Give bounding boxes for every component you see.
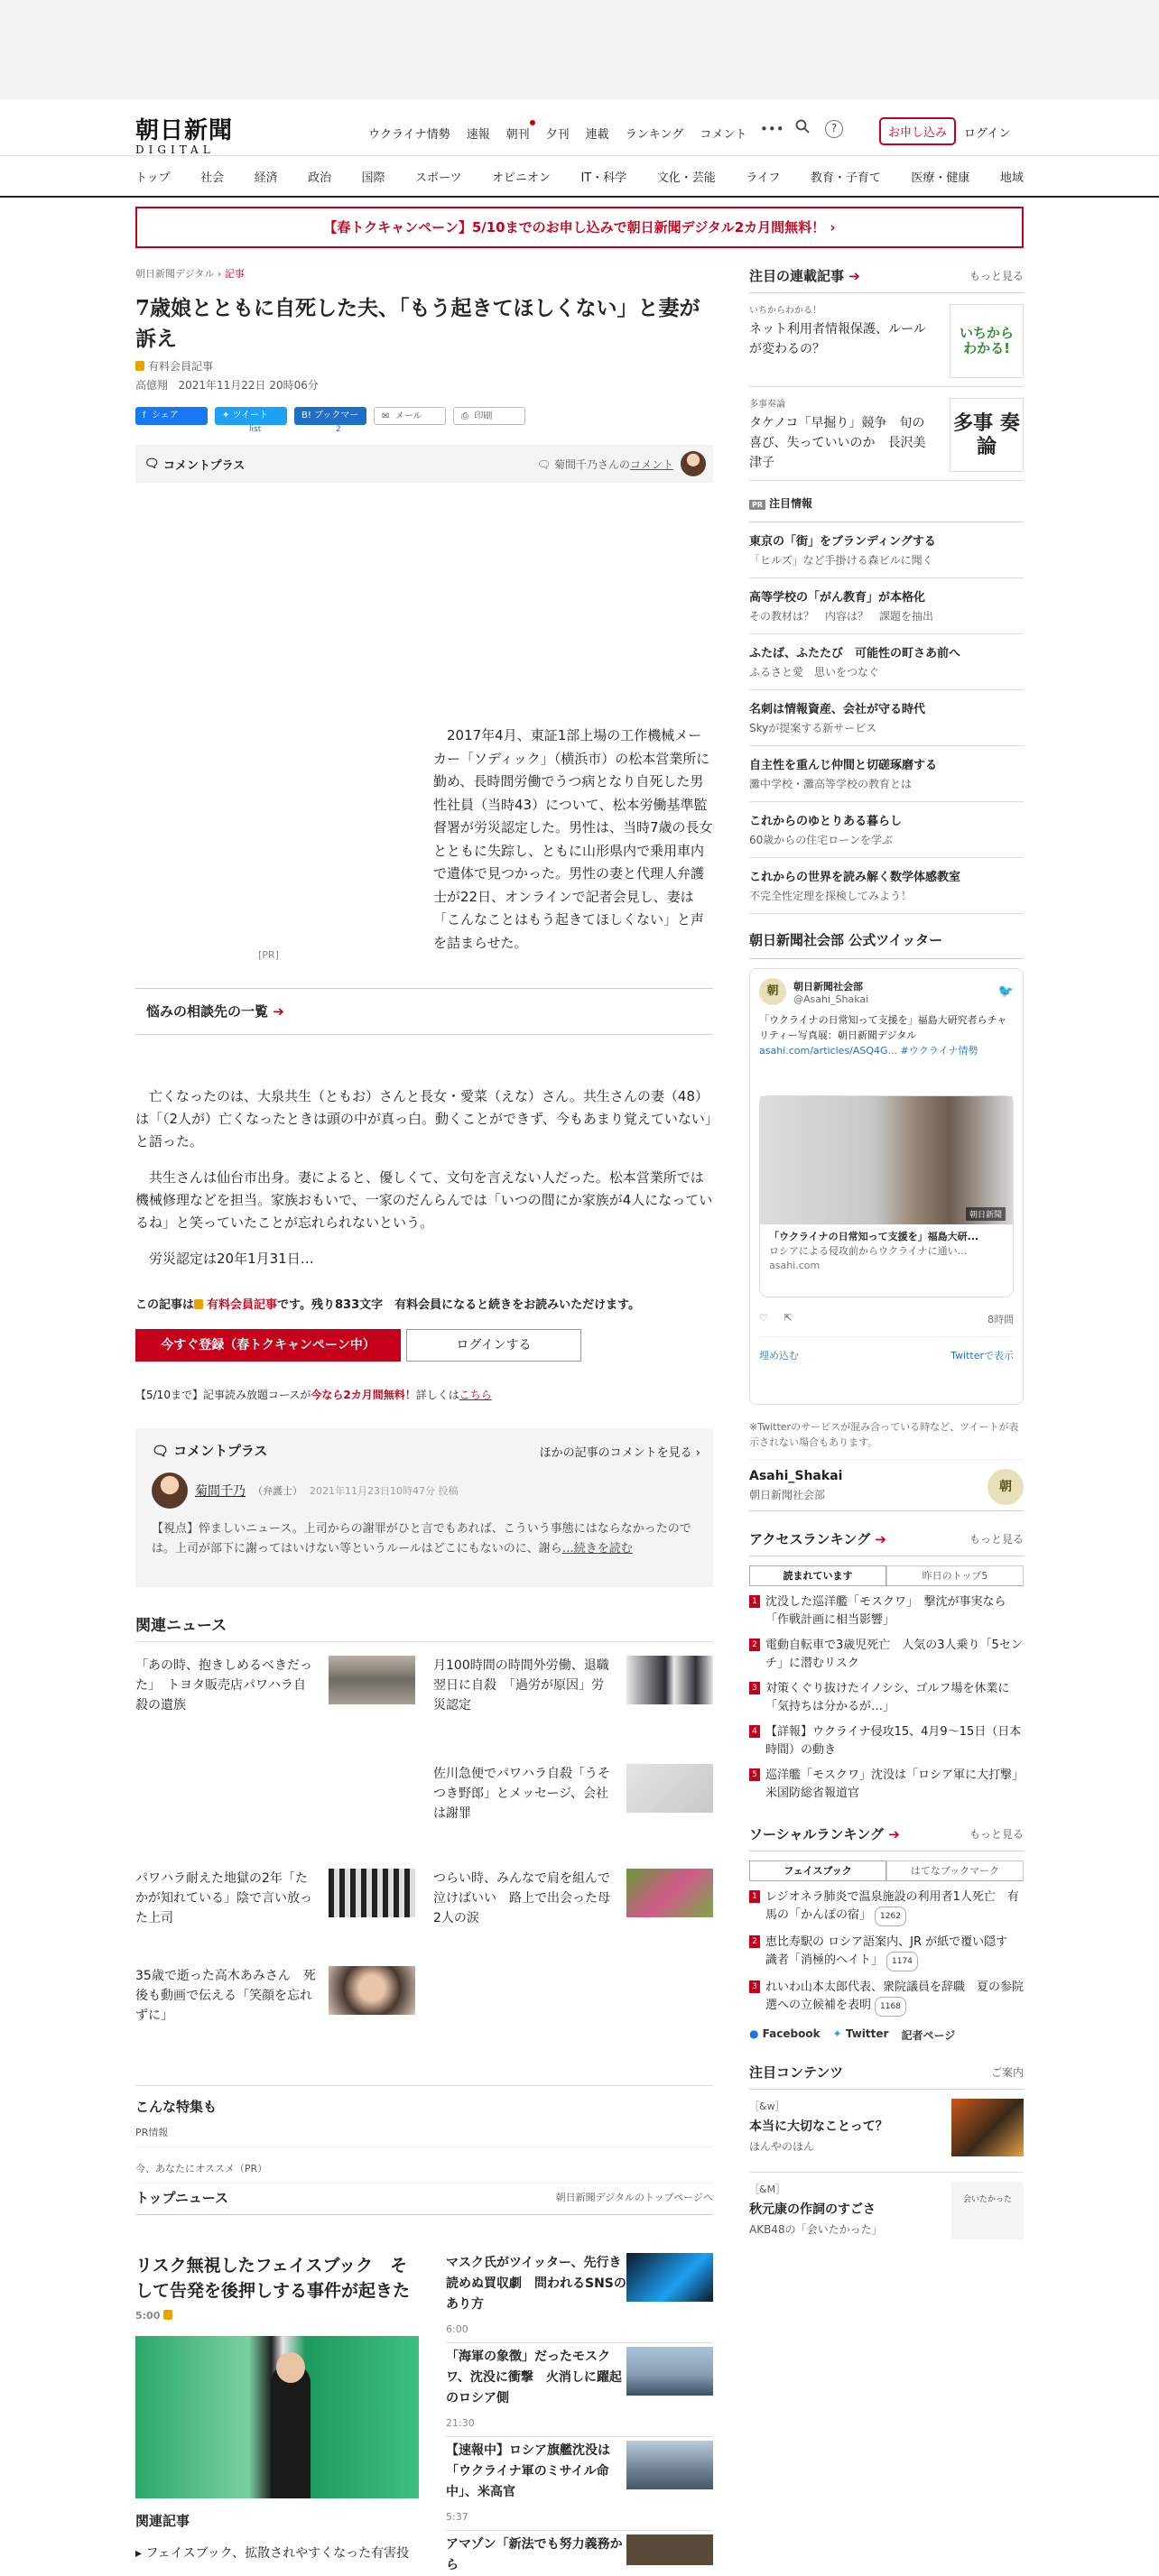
attention-headline: 自主性を重んじ仲間と切磋琢磨する xyxy=(749,759,938,772)
serial-label: いちからわかる！ xyxy=(749,306,821,316)
breadcrumb-sep: › xyxy=(217,268,222,280)
cat-health[interactable]: 医療・健康 xyxy=(911,171,970,185)
top-news-main-title: リスク無視したフェイスブック そして告発を後押しする事件が起きた xyxy=(135,2256,411,2301)
logo-subtext: DIGITAL xyxy=(135,143,215,156)
attention-item[interactable] xyxy=(749,690,1024,746)
attention-sub: 灘中学校・灘高等学校の教育とは xyxy=(749,778,913,790)
commenter-name[interactable]: 菊間千乃 xyxy=(195,1484,246,1499)
contents-more[interactable]: ご案内 xyxy=(990,2066,1024,2079)
access-ranking-more[interactable]: もっと見る xyxy=(969,1533,1024,1546)
access-ranking-tabs xyxy=(749,1565,1024,1586)
promo-b: 詳しくは xyxy=(415,1389,459,1401)
attention-headline: これからのゆとりある暮らし xyxy=(749,815,903,828)
register-button[interactable]: 今すぐ登録（春トクキャンペーン中） xyxy=(135,1329,401,1362)
attention-sub: その教材は？ 内容は？ 課題を抽出 xyxy=(749,610,934,623)
top-news-item[interactable] xyxy=(446,2347,713,2437)
rank-number: 1 xyxy=(749,1890,760,1903)
nav-breaking[interactable]: 速報 xyxy=(466,128,490,142)
content-sub: AKB48の「会いたかった」 xyxy=(749,2223,883,2236)
share-count: 1262 xyxy=(875,1907,906,1926)
contents-header xyxy=(749,2063,1024,2090)
attention-headline: 高等学校の「がん教育」が本格化 xyxy=(749,591,926,605)
serial-title-label: 注目の連載記事 xyxy=(749,268,845,284)
top-news-item-title: アマゾン「新法でも努力義務から xyxy=(446,2537,623,2572)
social-links xyxy=(749,2027,1024,2043)
comment-body: 【視点】悴ましいニュース。上司からの謝罪がひと言でもあれば、こういう事態にはならなかったのでは。上司が部下に謝ってはいけない等というルールはどこにもないのに、謝ら xyxy=(152,1522,691,1556)
promo-line xyxy=(135,1387,492,1402)
breadcrumb-home[interactable]: 朝日新聞デジタル xyxy=(135,268,215,280)
related-news-text: 「あの時、抱きしめるべきだった」 トヨタ販売店パワハラ自殺の遺族 xyxy=(135,1658,312,1713)
tweet-body: 「ウクライナの日常知って支援を」福島大研究者らチャリティー写真展：朝日新聞デジタル xyxy=(759,1014,1007,1041)
tweet-button[interactable]: ✦ ツイート xyxy=(215,407,287,425)
speaker-face xyxy=(276,2352,305,2383)
time-label: 5:00 xyxy=(135,2310,161,2322)
top-news-item-time: 6:00 xyxy=(446,2323,468,2335)
paywall-notice-b: です。残り833文字 有料会員になると続きをお読みいただけます。 xyxy=(277,1298,641,1312)
other-comments-link[interactable]: ほかの記事のコメントを見る › xyxy=(539,1446,700,1460)
attention-sub: 「ヒルズ」など手掛ける森ビルに聞く xyxy=(749,554,933,567)
facebook-share-label: シェア xyxy=(151,411,179,420)
cat-top[interactable]: トップ xyxy=(135,171,171,185)
view-on-twitter-link[interactable]: Twitterで表示 xyxy=(950,1350,1014,1362)
tweet-card-caption xyxy=(760,1224,1013,1279)
ranking-text: レジオネラ肺炎で温泉施設の利用者1人死亡 有馬の「かんぽの宿」 xyxy=(765,1890,1019,1922)
comment-box-title: 🗨 コメントプラス xyxy=(152,1443,268,1459)
attention-item[interactable] xyxy=(749,746,1024,802)
cat-opinion[interactable]: オピニオン xyxy=(491,171,551,185)
related-news-item[interactable] xyxy=(135,1966,415,2023)
social-ranking-item[interactable] xyxy=(749,1979,1024,2017)
related-news-text: 佐川急便でパワハラ自殺「うそつき野郎」とメッセージ、会社は謝罪 xyxy=(433,1767,610,1821)
card-desc: ロシアによる侵攻前からウクライナに通い... xyxy=(769,1245,968,1257)
login-link[interactable]: ログイン xyxy=(964,127,1011,141)
ranking-text: 電動自転車で3歳児死亡 人気の3人乗り「5センチ」に潜むリスク xyxy=(765,1639,1023,1670)
attention-title: 注目情報 xyxy=(769,497,813,510)
like-icon[interactable]: ♡ xyxy=(759,1312,768,1324)
speaker-figure xyxy=(271,2363,311,2498)
article-paragraph: 亡くなったのは、大泉共生（ともお）さんと長女・愛菜（えな）さん。共生さんの妻（48）は「（2人が）亡くなったときは頭の中が真っ白。動くことができず、今もあまり覚えていない」と語った。 xyxy=(135,1088,712,1150)
facebook-icon: ● xyxy=(749,2027,759,2040)
social-ranking-tabs xyxy=(749,1860,1024,1881)
promo-free: 今なら2カ月間無料！ xyxy=(311,1389,416,1401)
tab-yesterday-top5[interactable]: 昨日のトップ5 xyxy=(886,1565,1024,1585)
ranking-item[interactable] xyxy=(749,1593,1024,1630)
cat-sports[interactable]: スポーツ xyxy=(415,171,462,185)
comment-plus-label: コメントプラス xyxy=(163,458,246,473)
related-articles-title: 関連記事 xyxy=(135,2513,190,2529)
serial-more-link[interactable]: もっと見る xyxy=(969,270,1024,282)
related-article-text: フェイスブック、拡散されやすくなった有害投 xyxy=(145,2546,410,2561)
ranking-item[interactable] xyxy=(749,1637,1024,1673)
attention-sub: 不完全性定理を探検してみよう！ xyxy=(749,890,913,902)
rank-number: 3 xyxy=(749,1682,760,1694)
worry-consult-label: 悩みの相談先の一覧 xyxy=(146,1003,269,1020)
content-title: 秋元康の作詞のすごさ xyxy=(749,2202,876,2217)
ranking-text: れいわ山本太郎代表、衆院議員を辞職 夏の参院選への立候補を表明 xyxy=(765,1980,1025,2012)
comment-plus-box xyxy=(135,1428,713,1587)
related-news-text: パワハラ耐えた地獄の2年「たかが知れている」陰で言い放った上司 xyxy=(135,1871,312,1925)
writers-page-link[interactable]: 記者ページ xyxy=(901,2029,956,2042)
twitter-label: Twitter xyxy=(845,2027,889,2040)
bookmark-label: ブックマーク xyxy=(301,411,359,439)
site-header xyxy=(135,99,1024,155)
top-ad-space xyxy=(0,0,1159,99)
byline xyxy=(135,377,713,392)
serial-title[interactable] xyxy=(749,266,860,285)
tweet-time[interactable]: 8時間 xyxy=(987,1314,1014,1325)
related-news-thumb xyxy=(626,1764,713,1813)
share-icon[interactable]: ⇱ xyxy=(783,1312,793,1324)
ranking-text: 沈没した巡洋艦「モスクワ」 撃沈が事実なら「作戦計画に相当影響」 xyxy=(765,1595,1006,1627)
paid-badge xyxy=(135,358,713,374)
comment-author xyxy=(152,1473,697,1509)
top-news-item-time: 21:30 xyxy=(446,2417,475,2429)
features-title: こんな特集も xyxy=(135,2085,713,2116)
pr-label: [PR] xyxy=(258,949,279,961)
comment-icon: 🗨 xyxy=(144,457,164,471)
nav-ranking[interactable]: ランキング xyxy=(625,128,684,142)
comment-box-title-label: コメントプラス xyxy=(173,1443,268,1459)
breadcrumb xyxy=(135,266,713,281)
article-title: 7歳娘とともに自死した夫、「もう起きてほしくない」と妻が訴え xyxy=(135,296,700,351)
related-news-item[interactable] xyxy=(433,1656,713,1713)
ranking-text: 【詳報】ウクライナ侵攻15、4月9～15日（日本時間）の動き xyxy=(765,1725,1022,1757)
rank-number: 2 xyxy=(749,1935,760,1948)
cat-politics[interactable]: 政治 xyxy=(308,171,332,185)
tweet-avatar[interactable]: 朝 xyxy=(759,978,786,1005)
rank-number: 2 xyxy=(749,1639,760,1651)
tweet-user xyxy=(759,978,1014,1005)
related-news-text: 35歳で逝った高木あみさん 死後も動画で伝える「笑顔を忘れずに」 xyxy=(135,1969,316,2023)
attention-item[interactable] xyxy=(749,802,1024,858)
article-paragraph: 労災認定は20年1月31日… xyxy=(149,1251,314,1267)
related-article-item[interactable]: ▸ フェイスブック、拡散されやすくなった有害投 xyxy=(135,2546,410,2561)
pr-tag: PR xyxy=(749,500,765,510)
top-news-thumb xyxy=(626,2534,713,2565)
related-news-item[interactable] xyxy=(135,1869,415,1923)
header-icons xyxy=(760,119,843,139)
serial-item[interactable] xyxy=(749,387,1024,481)
more-icon[interactable]: ••• xyxy=(760,121,784,137)
author: 高億翔 xyxy=(135,379,169,392)
twitter-note: ※Twitterのサービスが混み合っている時など、ツイートが表示されない場合もあります。 xyxy=(749,1421,1019,1448)
tweet-label: ツイート xyxy=(232,411,269,420)
top-news-item-title: 【速報中】ロシア旗艦沈没は「ウクライナ軍のミサイル命中」、米高官 xyxy=(446,2443,610,2499)
attention-headline: 名刺は情報資産、会社が守る時代 xyxy=(749,703,926,716)
related-news-item[interactable] xyxy=(433,1764,713,1821)
search-icon[interactable] xyxy=(793,119,812,139)
tab-hatena[interactable]: はてなブックマーク xyxy=(886,1860,1024,1880)
category-nav xyxy=(135,156,1024,196)
help-icon[interactable]: ? xyxy=(825,120,843,138)
share-count: 1168 xyxy=(875,1997,906,2017)
ranking-item[interactable] xyxy=(749,1680,1024,1716)
account-desc: 朝日新聞社会部 xyxy=(749,1489,826,1501)
cat-life[interactable]: ライフ xyxy=(746,171,781,185)
lock-icon xyxy=(135,361,144,371)
top-news-main-image[interactable] xyxy=(135,2336,419,2498)
rank-number: 1 xyxy=(749,1595,760,1608)
comment-by-name: 菊間千乃さんの xyxy=(553,457,630,471)
content-item[interactable] xyxy=(749,2090,1024,2173)
logo-text: 朝日新聞 xyxy=(135,117,234,144)
serial-text: ネット利用者情報保護、ルールが変わるの？ xyxy=(749,322,926,356)
top-news-item-title: マスク氏がツイッター、先行き読めぬ買収劇 問われるSNSのあり方 xyxy=(446,2256,626,2312)
image-tag: 朝日新聞 xyxy=(966,1207,1006,1221)
print-button[interactable]: ⎙ 印刷 xyxy=(453,407,525,425)
comment-posted-time: 2021年11月23日10時47分 投稿 xyxy=(310,1485,459,1497)
cat-region[interactable]: 地域 xyxy=(999,171,1024,185)
social-ranking-title[interactable] xyxy=(749,1824,900,1843)
content-sub: ほんやのほん xyxy=(749,2140,815,2153)
ranking-text: 対策くぐり抜けたイノシシ、ゴルフ場を休業に「気持ちは分かるが…」 xyxy=(765,1682,1010,1713)
related-news-title: 関連ニュース xyxy=(135,1617,227,1635)
attention-sub: Skyが提案する新サービス xyxy=(749,722,877,734)
rank-number: 4 xyxy=(749,1725,760,1738)
comment-by[interactable]: 🗨 菊間千乃さんのコメント xyxy=(536,457,673,471)
ranking-item[interactable] xyxy=(749,1767,1030,1803)
cat-culture[interactable]: 文化・芸能 xyxy=(656,171,716,185)
pr-info[interactable]: PR情報 xyxy=(135,2125,713,2147)
social-ranking-more[interactable]: もっと見る xyxy=(969,1828,1024,1841)
bookmark-count[interactable]: 2 xyxy=(336,425,341,434)
publish-date: 2021年11月22日 20時06分 xyxy=(178,379,319,392)
paywall-notice-paid: 有料会員記事 xyxy=(207,1298,278,1312)
twitter-icon: ✦ xyxy=(832,2027,842,2040)
social-ranking-header xyxy=(749,1824,1024,1851)
mail-share-button[interactable]: ✉ メール xyxy=(374,407,446,425)
tweet-card-image xyxy=(760,1096,1013,1224)
lock-icon xyxy=(163,2310,172,2320)
twitter-link[interactable] xyxy=(833,2027,889,2043)
content-kind: ［&w］ xyxy=(749,2101,785,2112)
attention-headline: ふたば、ふたたび 可能性の町さあ前へ xyxy=(749,647,961,660)
site-logo[interactable] xyxy=(135,112,233,156)
ranking-item[interactable] xyxy=(749,1723,1024,1759)
tweet-count[interactable]: list xyxy=(249,425,262,434)
social-ranking-item[interactable] xyxy=(749,1888,1024,1926)
attention-item[interactable] xyxy=(749,634,1024,690)
cat-education[interactable]: 教育・子育て xyxy=(810,171,881,185)
top-news-item[interactable] xyxy=(446,2441,713,2531)
related-news-item[interactable] xyxy=(433,1869,713,1923)
content-title: 本当に大切なことって？ xyxy=(749,2119,888,2134)
facebook-label: Facebook xyxy=(762,2027,821,2040)
attention-item[interactable] xyxy=(749,522,1024,578)
tweet-handle[interactable]: @Asahi_Shakai xyxy=(793,993,869,1005)
article-paragraph: 共生さんは仙台市出身。妻によると、優しくて、文句を言えない人だった。松本営業所では機械修理などを担当。家族おもいで、一家のだんらんでは「いつの間にか家族が4人になっているね」と笑っていたことが忘れられないという。 xyxy=(135,1169,713,1231)
serial-thumb: いちから わかる! xyxy=(950,304,1024,378)
related-news-thumb xyxy=(329,1869,415,1917)
nav-morning[interactable] xyxy=(506,125,530,142)
attention-headline: これからの世界を読み解く数学体感教室 xyxy=(749,871,961,884)
arrow-right-icon: ➔ xyxy=(875,1531,886,1547)
serial-label: 多事奏論 xyxy=(749,400,785,410)
facebook-link[interactable] xyxy=(749,2027,821,2043)
top-news-thumb xyxy=(626,2253,713,2302)
tweet-user-name[interactable]: 朝日新聞社会部 xyxy=(793,980,863,993)
top-news-item-time: 5:37 xyxy=(446,2511,468,2523)
account-name: Asahi_Shakai xyxy=(749,1469,843,1483)
serial-text: タケノコ「早掘り」競争 旬の喜び、失っていいのか 長沢美津子 xyxy=(749,416,926,470)
lock-icon xyxy=(194,1299,203,1309)
attention-headline: 東京の「街」をブランディングする xyxy=(749,535,936,549)
related-news-text: 月100時間の時間外労働、退職翌日に自殺 「過労が原因」労災認定 xyxy=(433,1658,609,1713)
top-news-main-time xyxy=(135,2304,415,2329)
card-title: 「ウクライナの日常知って支援を」福島大研... xyxy=(769,1231,979,1242)
content-thumb xyxy=(951,2099,1024,2156)
share-counts xyxy=(135,425,713,436)
paywall-notice xyxy=(135,1295,640,1312)
access-ranking-title-label: アクセスランキング xyxy=(749,1531,871,1547)
login-button[interactable]: ログインする xyxy=(406,1329,581,1362)
attention-item[interactable] xyxy=(749,578,1024,634)
commenter-role: （弁護士） xyxy=(253,1485,302,1497)
ranking-text: 恵比寿駅の ロシア語案内、JR が紙で覆い隠す 識者「消極的ヘイト」 xyxy=(765,1935,1020,1967)
contents-title: 注目コンテンツ xyxy=(749,2064,844,2081)
nav-morning-label: 朝刊 xyxy=(505,128,530,142)
header-nav xyxy=(368,125,746,142)
recommend-pr[interactable]: 今、あなたにオススメ（PR） xyxy=(135,2161,713,2184)
worry-consult-link[interactable] xyxy=(135,988,713,1035)
top-news-item-title: 「海軍の象徴」だったモスクワ、沈没に衝撃 火消しに躍起のロシア側 xyxy=(446,2350,622,2405)
top-page-link[interactable]: 朝日新聞デジタルのトップページへ xyxy=(555,2192,713,2203)
access-ranking-title[interactable] xyxy=(749,1529,886,1548)
nav-comment[interactable]: コメント xyxy=(700,128,747,142)
sidebar xyxy=(749,266,1030,2256)
subscribe-button[interactable]: お申し込み xyxy=(879,117,956,145)
mail-label: メール xyxy=(394,411,422,421)
facebook-share-button[interactable]: f シェア xyxy=(135,407,208,425)
divider xyxy=(135,1641,713,1642)
nav-ukraine[interactable]: ウクライナ情勢 xyxy=(368,128,450,142)
rank-number: 3 xyxy=(749,1980,760,1993)
tweet-text xyxy=(759,1012,1014,1058)
cat-society[interactable]: 社会 xyxy=(200,171,225,185)
top-news-item[interactable] xyxy=(446,2253,713,2343)
embed-link[interactable]: 埋め込む xyxy=(759,1350,799,1362)
cat-economy[interactable]: 経済 xyxy=(254,171,278,185)
content-kind: ［&M］ xyxy=(749,2184,786,2195)
commenter-avatar[interactable] xyxy=(152,1473,188,1509)
read-more-link[interactable]: …続きを読む xyxy=(561,1542,633,1556)
print-label: 印刷 xyxy=(474,411,493,421)
related-news-thumb xyxy=(626,1656,713,1704)
promo-link[interactable]: こちら xyxy=(459,1389,492,1401)
access-ranking-header xyxy=(749,1529,1024,1556)
related-news-item[interactable] xyxy=(135,1656,415,1713)
related-news-thumb xyxy=(329,1966,415,2015)
cat-international[interactable]: 国際 xyxy=(361,171,385,185)
promo-a: 【5/10まで】記事読み放題コースが xyxy=(135,1389,311,1401)
share-count: 1174 xyxy=(886,1952,918,1971)
twitter-bird-icon: 🐦 xyxy=(997,984,1014,999)
twitter-account[interactable] xyxy=(749,1459,1024,1511)
related-news-text: つらい時、みんなで肩を組んで泣けばいい 路上で出会った母2人の涙 xyxy=(433,1871,610,1925)
serial-thumb: 多事 奏論 xyxy=(950,398,1024,472)
comment-plus-bar xyxy=(135,445,713,483)
breadcrumb-current: 記事 xyxy=(224,268,245,280)
tweet-actions xyxy=(759,1312,1014,1337)
comment-link[interactable]: コメント xyxy=(629,457,673,471)
top-news-item[interactable] xyxy=(446,2534,713,2572)
attention-sub: 60歳からの住宅ローンを学ぶ xyxy=(749,834,894,846)
social-ranking-item[interactable] xyxy=(749,1934,1024,1971)
main-column xyxy=(135,266,713,483)
top-news-thumb xyxy=(626,2441,713,2489)
comment-text xyxy=(152,1519,697,1559)
tab-facebook[interactable]: フェイスブック xyxy=(749,1860,886,1880)
article-lead: 2017年4月、東証1部上場の工作機械メーカー「ソディック」（横浜市）の松本営業所に勤め、長時間労働でうつ病となり自死した男性社員（当時43）について、松本労働基準監督署が労災認定した。男性は、当時7歳の長女とともに失踪し、ともに山形県内で乗用車内で遺体で見つかった。男性の妻と代理人弁護士が22日、オンラインで記者会見し、妻は「こんなことはもう起きてほしくない」と声を詰まらせた。 xyxy=(433,727,713,951)
tweet-link[interactable]: asahi.com/articles/ASQ4G... #ウクライナ情勢 xyxy=(759,1045,978,1057)
embedded-tweet[interactable] xyxy=(749,968,1024,1405)
content-item[interactable] xyxy=(749,2173,1024,2256)
cat-it-science[interactable]: IT・科学 xyxy=(580,171,627,185)
tweet-link-card[interactable] xyxy=(759,1095,1014,1297)
arrow-right-icon: ➔ xyxy=(848,268,860,284)
account-avatar: 朝 xyxy=(987,1469,1024,1505)
nav-evening[interactable]: 夕刊 xyxy=(545,128,570,142)
top-news-header xyxy=(135,2188,713,2215)
paywall-notice-a: この記事は xyxy=(135,1298,195,1312)
top-news-main[interactable] xyxy=(135,2253,415,2329)
new-dot xyxy=(530,120,535,125)
attention-sub: ふるさと愛 思いをつなぐ xyxy=(749,666,880,679)
tweet-footer xyxy=(759,1348,1014,1362)
nav-serial[interactable]: 連載 xyxy=(585,128,609,142)
top-news-title: トップニュース xyxy=(135,2190,229,2206)
attention-item[interactable] xyxy=(749,858,1024,914)
category-nav-wrap xyxy=(0,155,1159,198)
campaign-banner[interactable]: 【春トクキャンペーン】5/10までのお申し込みで朝日新聞デジタル2カ月間無料！ › xyxy=(135,207,1024,248)
social-ranking-title-label: ソーシャルランキング xyxy=(749,1826,884,1842)
paid-badge-label: 有料会員記事 xyxy=(148,360,214,373)
serial-item[interactable] xyxy=(749,293,1024,387)
ranking-text: 巡洋艦「モスクワ」沈没は「ロシア軍に大打撃」 米国防総省報道官 xyxy=(765,1768,1030,1800)
card-domain: asahi.com xyxy=(769,1260,821,1271)
rank-number: 5 xyxy=(749,1768,760,1781)
content-thumb: 会いたかった xyxy=(951,2182,1024,2239)
related-news-thumb xyxy=(626,1869,713,1917)
top-news-thumb xyxy=(626,2347,713,2396)
commenter-avatar[interactable] xyxy=(681,451,706,476)
arrow-right-icon: ➔ xyxy=(888,1826,900,1842)
twitter-section-title: 朝日新聞社会部 公式ツイッター xyxy=(749,930,1024,959)
serial-header xyxy=(749,266,1024,293)
pr-ad-slot[interactable] xyxy=(135,717,415,961)
related-news-thumb xyxy=(329,1656,415,1704)
tab-most-read[interactable]: 読まれています xyxy=(749,1565,886,1585)
arrow-right-icon: ➔ xyxy=(273,1003,284,1020)
hatena-bookmark-button[interactable]: B! ブックマーク xyxy=(294,407,366,425)
attention-header xyxy=(749,495,1024,522)
